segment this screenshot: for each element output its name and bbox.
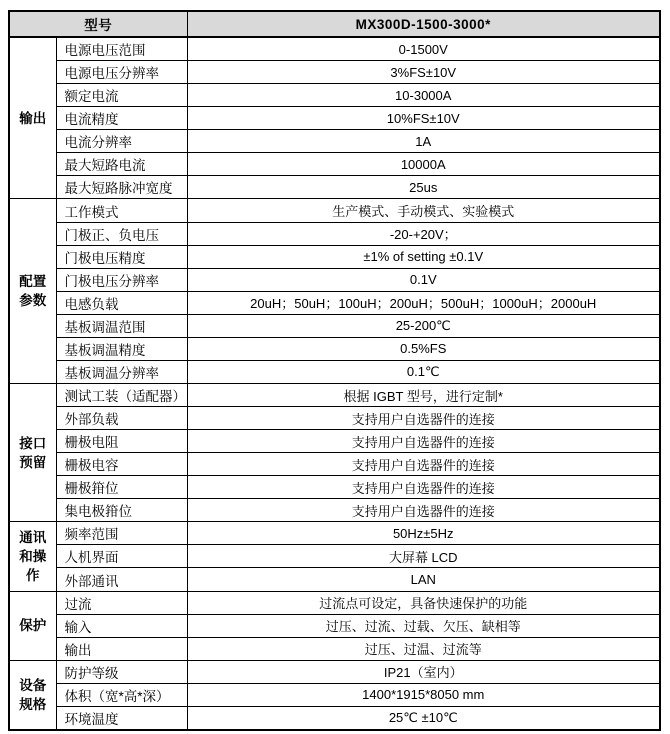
- param-value-cell: 10%FS±10V: [187, 107, 660, 130]
- param-value-cell: 支持用户自选器件的连接: [187, 453, 660, 476]
- table-row: [9, 683, 660, 706]
- param-name-cell: 基板调温精度: [56, 337, 187, 360]
- param-name-cell: 工作模式: [56, 199, 187, 222]
- table-row: [9, 522, 660, 545]
- table-row: [9, 430, 660, 453]
- table-row: [9, 153, 660, 176]
- param-name-cell: 最大短路脉冲宽度: [56, 176, 187, 199]
- param-name-cell: 最大短路电流: [56, 153, 187, 176]
- param-value-cell: 25-200℃: [187, 314, 660, 337]
- param-name-cell: 集电极箝位: [56, 499, 187, 522]
- param-name-cell: 基板调温范围: [56, 314, 187, 337]
- param-value-cell: 3%FS±10V: [187, 61, 660, 84]
- header-row: [9, 11, 660, 37]
- param-name-cell: 频率范围: [56, 522, 187, 545]
- param-name-cell: 栅极电容: [56, 453, 187, 476]
- table-row: [9, 591, 660, 614]
- param-value-cell: 支持用户自选器件的连接: [187, 407, 660, 430]
- group-cell: 接口预留: [9, 383, 56, 521]
- table-row: [9, 476, 660, 499]
- table-row: [9, 568, 660, 591]
- param-value-cell: 过压、过流、过载、欠压、缺相等: [187, 614, 660, 637]
- table-row: [9, 245, 660, 268]
- param-name-cell: 电源电压范围: [56, 37, 187, 61]
- param-value-cell: 支持用户自选器件的连接: [187, 476, 660, 499]
- param-name-cell: 测试工装（适配器）: [56, 383, 187, 406]
- param-name-cell: 额定电流: [56, 84, 187, 107]
- param-value-cell: 大屏幕 LCD: [187, 545, 660, 568]
- param-value-cell: ±1% of setting ±0.1V: [187, 245, 660, 268]
- param-name-cell: 人机界面: [56, 545, 187, 568]
- param-value-cell: IP21（室内）: [187, 660, 660, 683]
- model-value-cell: MX300D-1500-3000*: [187, 11, 660, 37]
- table-row: [9, 499, 660, 522]
- param-value-cell: 支持用户自选器件的连接: [187, 430, 660, 453]
- table-row: [9, 453, 660, 476]
- param-value-cell: 0.5%FS: [187, 337, 660, 360]
- table-row: [9, 61, 660, 84]
- param-value-cell: 25℃ ±10℃: [187, 706, 660, 730]
- param-value-cell: 生产模式、手动模式、实验模式: [187, 199, 660, 222]
- param-name-cell: 外部通讯: [56, 568, 187, 591]
- spec-table: [8, 10, 661, 731]
- table-row: [9, 337, 660, 360]
- table-row: [9, 176, 660, 199]
- param-value-cell: 10-3000A: [187, 84, 660, 107]
- param-value-cell: 20uH；50uH；100uH；200uH；500uH；1000uH；2000uH: [187, 291, 660, 314]
- param-value-cell: 0.1℃: [187, 360, 660, 383]
- param-name-cell: 栅极电阻: [56, 430, 187, 453]
- table-row: [9, 268, 660, 291]
- param-name-cell: 电感负载: [56, 291, 187, 314]
- table-row: [9, 107, 660, 130]
- table-row: [9, 37, 660, 61]
- param-name-cell: 外部负载: [56, 407, 187, 430]
- param-name-cell: 防护等级: [56, 660, 187, 683]
- param-value-cell: 1A: [187, 130, 660, 153]
- param-name-cell: 门极电压分辨率: [56, 268, 187, 291]
- param-value-cell: 支持用户自选器件的连接: [187, 499, 660, 522]
- table-row: [9, 660, 660, 683]
- param-name-cell: 环境温度: [56, 706, 187, 730]
- table-row: [9, 222, 660, 245]
- group-cell: 配置参数: [9, 199, 56, 384]
- param-value-cell: -20-+20V；: [187, 222, 660, 245]
- spec-table-body: [9, 11, 660, 730]
- table-row: [9, 199, 660, 222]
- param-name-cell: 基板调温分辨率: [56, 360, 187, 383]
- param-value-cell: 10000A: [187, 153, 660, 176]
- param-name-cell: 输出: [56, 637, 187, 660]
- table-row: [9, 291, 660, 314]
- table-row: [9, 637, 660, 660]
- table-row: [9, 130, 660, 153]
- param-value-cell: 50Hz±5Hz: [187, 522, 660, 545]
- model-label-cell: 型号: [9, 11, 187, 37]
- group-cell: 保护: [9, 591, 56, 660]
- param-name-cell: 电流分辨率: [56, 130, 187, 153]
- param-value-cell: LAN: [187, 568, 660, 591]
- param-name-cell: 门极正、负电压: [56, 222, 187, 245]
- param-value-cell: 过压、过温、过流等: [187, 637, 660, 660]
- group-cell: 输出: [9, 37, 56, 199]
- table-row: [9, 360, 660, 383]
- param-name-cell: 过流: [56, 591, 187, 614]
- table-row: [9, 706, 660, 730]
- table-row: [9, 314, 660, 337]
- param-name-cell: 门极电压精度: [56, 245, 187, 268]
- param-value-cell: 0-1500V: [187, 37, 660, 61]
- param-name-cell: 电源电压分辨率: [56, 61, 187, 84]
- table-row: [9, 407, 660, 430]
- table-row: [9, 383, 660, 406]
- param-name-cell: 电流精度: [56, 107, 187, 130]
- table-row: [9, 545, 660, 568]
- param-value-cell: 1400*1915*8050 mm: [187, 683, 660, 706]
- group-cell: 设备规格: [9, 660, 56, 730]
- param-value-cell: 根据 IGBT 型号，进行定制*: [187, 383, 660, 406]
- param-name-cell: 输入: [56, 614, 187, 637]
- param-value-cell: 0.1V: [187, 268, 660, 291]
- param-value-cell: 过流点可设定，具备快速保护的功能: [187, 591, 660, 614]
- param-name-cell: 栅极箝位: [56, 476, 187, 499]
- table-row: [9, 84, 660, 107]
- group-cell: 通讯和操作: [9, 522, 56, 591]
- table-row: [9, 614, 660, 637]
- param-name-cell: 体积（宽*高*深）: [56, 683, 187, 706]
- param-value-cell: 25us: [187, 176, 660, 199]
